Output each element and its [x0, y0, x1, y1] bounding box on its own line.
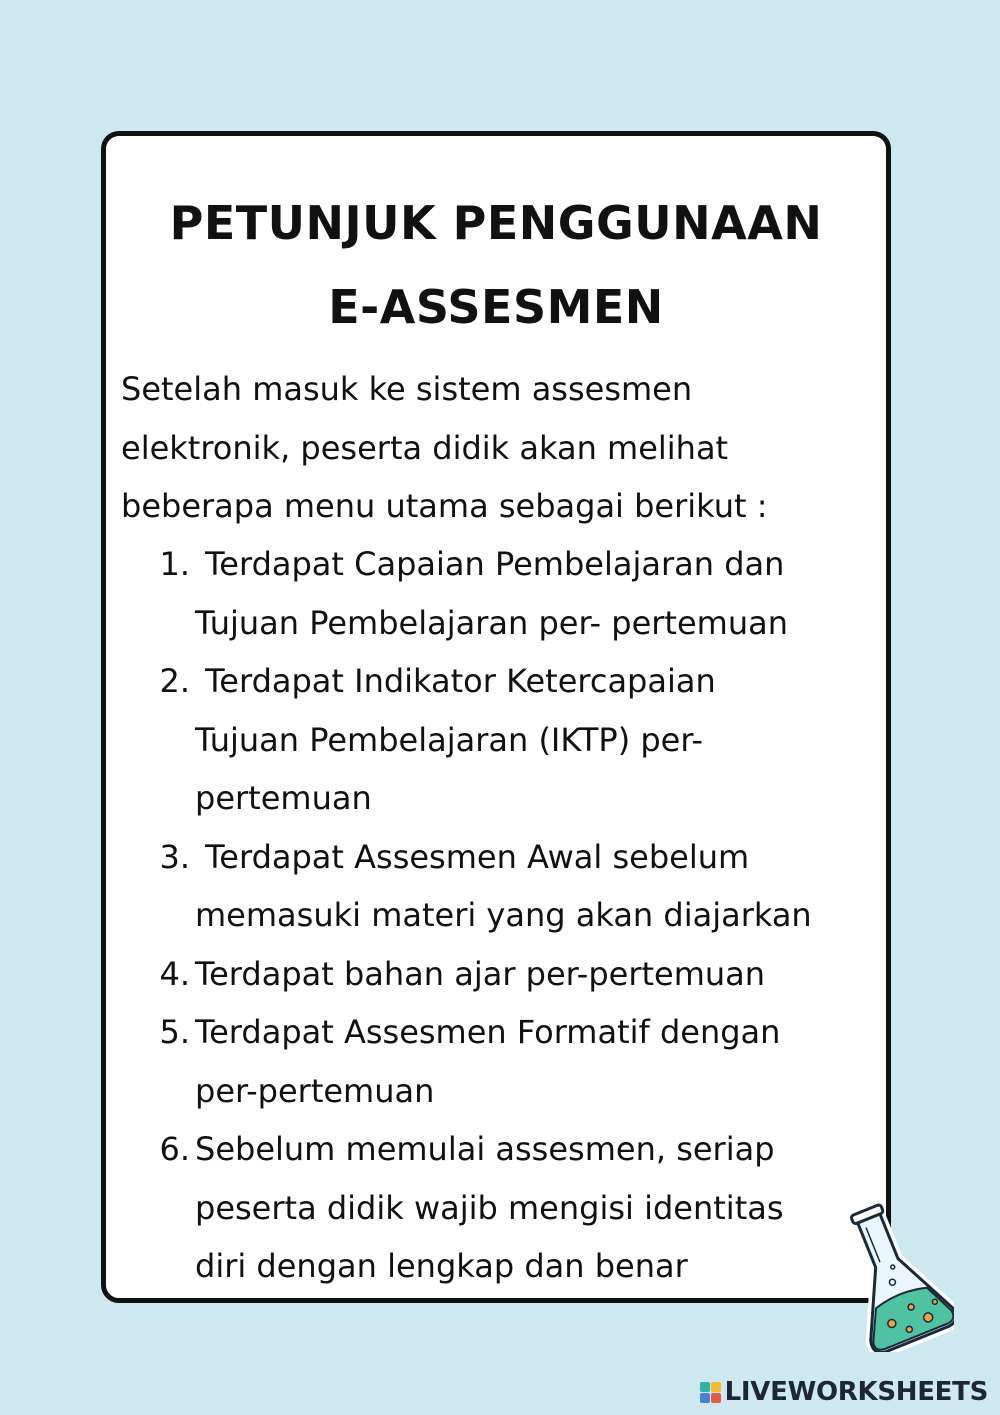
step-line: Tujuan Pembelajaran per- pertemuan: [195, 603, 788, 642]
step-text: [195, 945, 886, 1004]
title-line-2: E-ASSESMEN: [328, 280, 664, 334]
step-number: 6.: [159, 1130, 190, 1168]
steps-list: [146, 535, 886, 1296]
step-line: Sebelum memulai assesmen, seriap: [195, 1130, 775, 1168]
step-line: Terdapat bahan ajar per-pertemuan: [195, 954, 766, 993]
step-number: 5.: [159, 1013, 190, 1051]
page-title: [106, 181, 886, 349]
list-item: [146, 1120, 886, 1296]
step-line: Tujuan Pembelajaran (IKTP) per-: [195, 720, 704, 759]
flask-icon: [842, 1200, 954, 1352]
step-line: Terdapat Assesmen Awal sebelum: [195, 837, 750, 876]
footer-branding: [700, 1377, 988, 1407]
step-line: pertemuan: [195, 779, 372, 817]
step-number: 2.: [159, 662, 190, 700]
step-number: 4.: [159, 954, 190, 993]
logo-tile: [700, 1393, 710, 1403]
step-line: Terdapat Assesmen Formatif dengan: [195, 1013, 781, 1051]
logo-tile: [711, 1382, 721, 1392]
logo-tile: [700, 1382, 710, 1392]
step-text: [195, 828, 886, 945]
list-item: [146, 828, 886, 945]
instruction-card: [101, 131, 891, 1303]
logo-tile: [711, 1393, 721, 1403]
step-line: Terdapat Indikator Ketercapaian: [195, 662, 716, 700]
step-line: peserta didik wajib mengisi identitas: [195, 1188, 784, 1227]
list-item: [146, 945, 886, 1004]
step-number: 3.: [159, 837, 190, 876]
step-text: [195, 535, 886, 652]
step-line: Terdapat Capaian Pembelajaran dan: [195, 545, 785, 583]
step-line: diri dengan lengkap dan benar: [195, 1247, 688, 1285]
step-text: [195, 652, 886, 828]
footer-brand-text: LIVEWORKSHEETS: [724, 1377, 988, 1407]
step-text: [195, 1120, 886, 1296]
intro-paragraph: [121, 360, 881, 536]
step-text: [195, 1003, 886, 1120]
list-item: [146, 652, 886, 828]
step-line: memasuki materi yang akan diajarkan: [195, 896, 812, 934]
list-item: [146, 535, 886, 652]
list-item: [146, 1003, 886, 1120]
step-line: per-pertemuan: [195, 1071, 435, 1110]
step-number: 1.: [159, 545, 190, 583]
title-line-1: PETUNJUK PENGGUNAAN: [169, 196, 823, 250]
intro-line: Setelah masuk ke sistem assesmen: [121, 370, 693, 408]
liveworksheets-logo-icon: [700, 1382, 721, 1403]
intro-line: beberapa menu utama sebagai berikut :: [121, 487, 768, 525]
intro-line: elektronik, peserta didik akan melihat: [121, 428, 729, 467]
